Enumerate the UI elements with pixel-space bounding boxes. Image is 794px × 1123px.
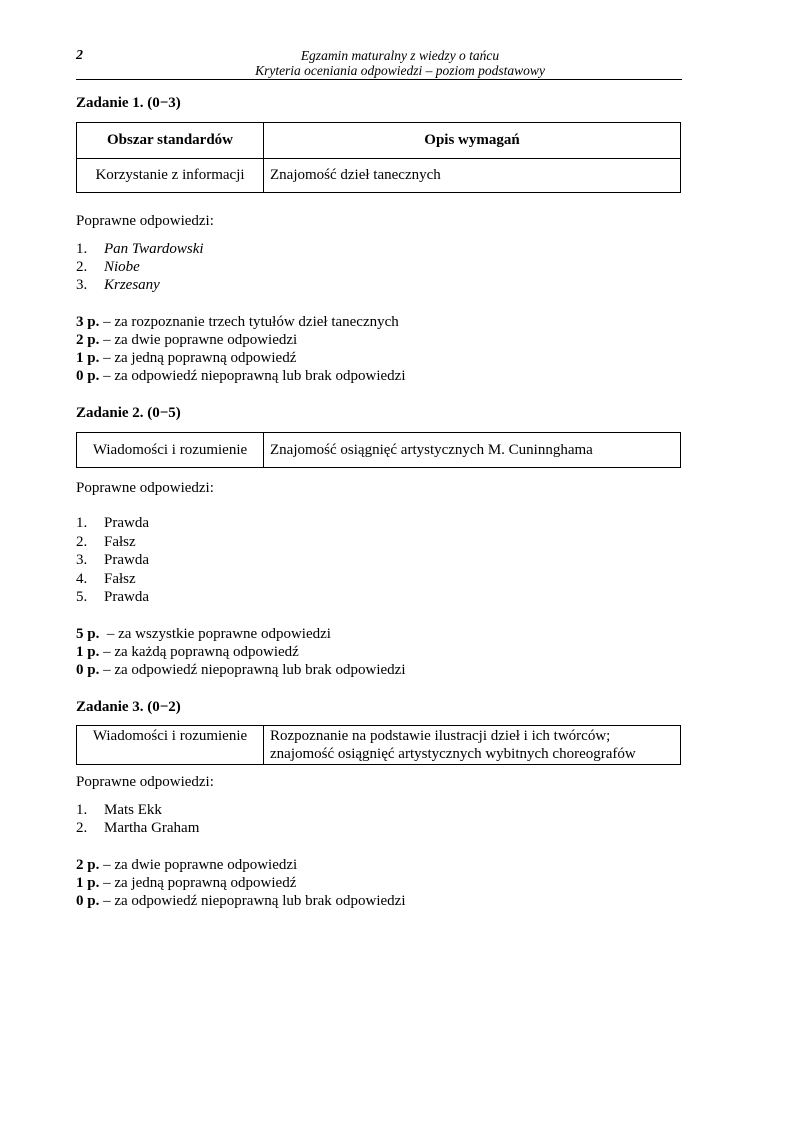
list-item: 4. Fałsz: [76, 571, 136, 587]
list-item: 1. Mats Ekk: [76, 802, 162, 818]
scoring-line: 0 p. – za odpowiedź niepoprawną lub brak odpowiedzi: [76, 893, 406, 909]
list-item: 1. Pan Twardowski: [76, 241, 204, 257]
table-header-requirements: Opis wymagań: [264, 123, 681, 159]
header-title: Egzamin maturalny z wiedzy o tańcu: [300, 48, 500, 63]
task2-answers-label: Poprawne odpowiedzi:: [76, 480, 214, 496]
list-item: 3. Prawda: [76, 552, 149, 568]
scoring-line: 2 p. – za dwie poprawne odpowiedzi: [76, 857, 298, 873]
header-divider: [76, 79, 682, 80]
list-item: 1. Prawda: [76, 515, 149, 531]
list-item: 2. Fałsz: [76, 534, 136, 550]
scoring-line: 5 p. – za wszystkie poprawne odpowiedzi: [76, 626, 331, 642]
task1-standards-table: [76, 122, 681, 193]
task2-standards-table: [76, 432, 681, 468]
list-item: 2. Niobe: [76, 259, 140, 275]
task3-standards-table: [76, 725, 681, 765]
task1-heading: Zadanie 1. (0−3): [76, 95, 181, 111]
scoring-line: 1 p. – za jedną poprawną odpowiedź: [76, 350, 297, 366]
scoring-line: 3 p. – za rozpoznanie trzech tytułów dzieł tanecznych: [76, 314, 399, 330]
task2-area: Wiadomości i rozumienie: [77, 433, 264, 468]
task2-heading: Zadanie 2. (0−5): [76, 405, 181, 421]
scoring-line: 2 p. – za dwie poprawne odpowiedzi: [76, 332, 298, 348]
scoring-line: 0 p. – za odpowiedź niepoprawną lub brak odpowiedzi: [76, 368, 406, 384]
scoring-line: 1 p. – za każdą poprawną odpowiedź: [76, 644, 299, 660]
task1-requirement: Znajomość dzieł tanecznych: [264, 159, 681, 193]
task3-answers-label: Poprawne odpowiedzi:: [76, 774, 214, 790]
task2-requirement: Znajomość osiągnięć artystycznych M. Cuninnghama: [264, 433, 681, 468]
scoring-line: 0 p. – za odpowiedź niepoprawną lub brak odpowiedzi: [76, 662, 406, 678]
task1-answers-label: Poprawne odpowiedzi:: [76, 213, 214, 229]
list-item: 2. Martha Graham: [76, 820, 200, 836]
table-header-area: Obszar standardów: [77, 123, 264, 159]
page-number: 2: [76, 48, 83, 63]
task1-area: Korzystanie z informacji: [77, 159, 264, 193]
task3-area: Wiadomości i rozumienie: [77, 726, 264, 765]
list-item: 3. Krzesany: [76, 277, 160, 293]
task3-requirement: Rozpoznanie na podstawie ilustracji dzieł i ich twórców; znajomość osiągnięć artystycznych wybitnych choreografów: [264, 726, 681, 765]
header-subtitle: Kryteria oceniania odpowiedzi – poziom podstawowy: [255, 63, 545, 78]
list-item: 5. Prawda: [76, 589, 149, 605]
scoring-line: 1 p. – za jedną poprawną odpowiedź: [76, 875, 297, 891]
task3-heading: Zadanie 3. (0−2): [76, 699, 181, 715]
